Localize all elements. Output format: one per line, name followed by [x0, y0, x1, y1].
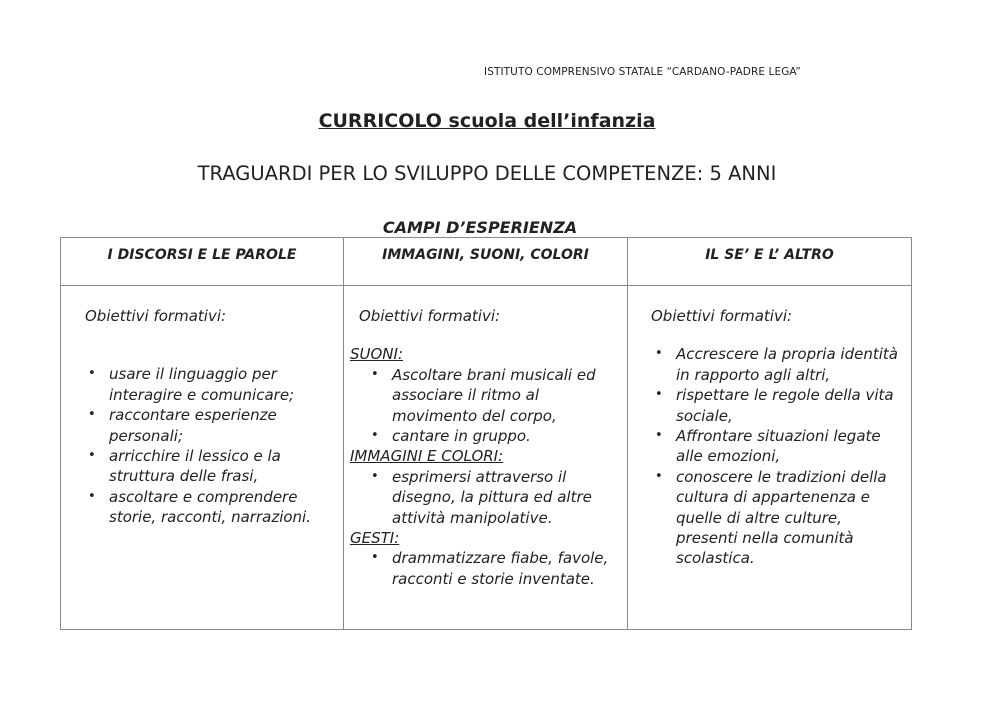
list-item: • esprimersi attraverso il disegno, la pittura ed altre attività manipolative.: [344, 467, 627, 528]
column-header-immagini: IMMAGINI, SUONI, COLORI: [344, 238, 628, 286]
list-item: • drammatizzare fiabe, favole, racconti e storie inventate.: [344, 548, 627, 589]
objectives-label: Obiettivi formativi:: [85, 307, 227, 325]
list-item: • Accrescere la propria identità in rapporto agli altri,: [628, 344, 911, 385]
objectives-list: [344, 467, 627, 528]
list-item: • ascoltare e comprendere storie, racconti, narrazioni.: [61, 487, 343, 528]
objectives-label: Obiettivi formativi:: [651, 307, 793, 325]
document-title: CURRICOLO scuola dell’infanzia: [318, 110, 656, 132]
section-title-gesti: GESTI:: [350, 529, 400, 548]
column-header-se-altro: IL SE’ E L’ ALTRO: [628, 238, 912, 286]
objectives-label: Obiettivi formativi:: [359, 307, 501, 325]
table-header-row: [61, 238, 912, 286]
cell-discorsi: [61, 286, 344, 630]
objectives-list: [344, 548, 627, 589]
list-item: • Affrontare situazioni legate alle emozioni,: [628, 426, 911, 467]
section-title-suoni: SUONI:: [350, 345, 404, 364]
list-item: • Ascoltare brani musicali ed associare il ritmo al movimento del corpo,: [344, 365, 627, 426]
cell-se-altro: [628, 286, 912, 630]
objectives-list: [61, 364, 343, 527]
list-item: • raccontare esperienze personali;: [61, 405, 343, 446]
objectives-list: [628, 344, 911, 568]
list-item: • usare il linguaggio per interagire e comunicare;: [61, 364, 343, 405]
list-item: • conoscere le tradizioni della cultura di appartenenza e quelle di altre culture, presenti nella comunità scolastica.: [628, 467, 911, 569]
column-header-discorsi: I DISCORSI E LE PAROLE: [61, 238, 344, 286]
section-title-immagini-colori: IMMAGINI E COLORI:: [350, 447, 504, 466]
fields-title: CAMPI D’ESPERIENZA: [382, 218, 578, 237]
institute-name: ISTITUTO COMPRENSIVO STATALE “CARDANO-PADRE LEGA”: [484, 66, 801, 78]
curriculum-table: [60, 237, 912, 630]
list-item: • rispettare le regole della vita sociale,: [628, 385, 911, 426]
objectives-list: [344, 365, 627, 447]
cell-immagini: [344, 286, 628, 630]
table-body-row: [61, 286, 912, 630]
list-item: • cantare in gruppo.: [344, 426, 627, 446]
list-item: • arricchire il lessico e la struttura delle frasi,: [61, 446, 343, 487]
document-subtitle: TRAGUARDI PER LO SVILUPPO DELLE COMPETENZE: 5 ANNI: [197, 162, 777, 185]
